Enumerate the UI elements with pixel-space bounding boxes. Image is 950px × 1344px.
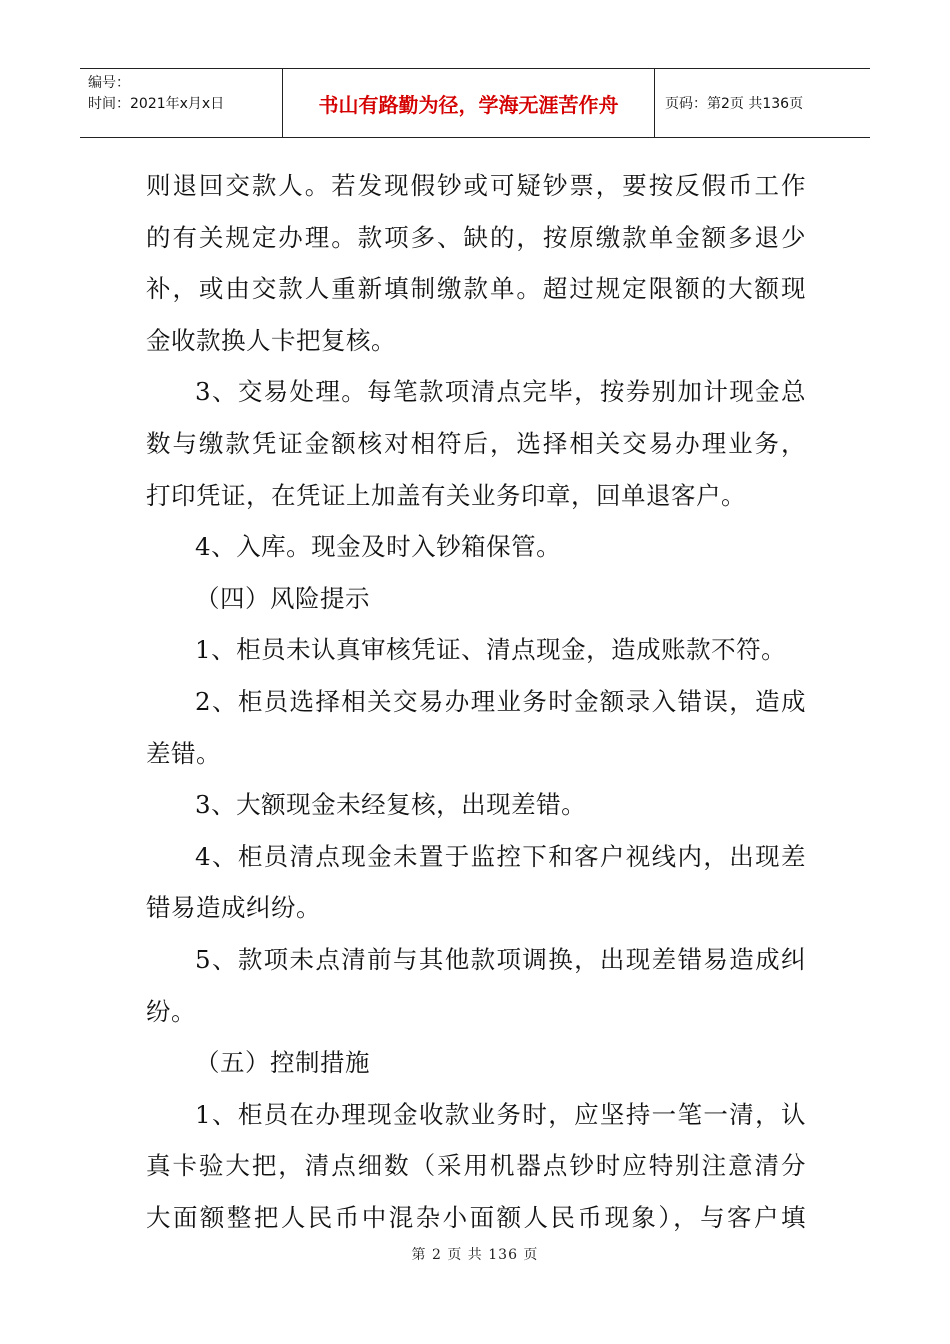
text-line: 补，或由交款人重新填制缴款单。超过规定限额的大额现 bbox=[146, 274, 806, 304]
text-line: 数与缴款凭证金额核对相符后，选择相关交易办理业务， bbox=[146, 428, 806, 458]
document-number-label: 编号： bbox=[88, 75, 130, 91]
text-line: 的有关规定办理。款项多、缺的，按原缴款单金额多退少 bbox=[146, 222, 806, 252]
text-line: 4、柜员清点现金未置于监控下和客户视线内，出现差 bbox=[195, 841, 806, 871]
header-motto: 书山有路勤为径，学海无涯苦作舟 bbox=[283, 69, 655, 137]
text-line: 纷。 bbox=[146, 996, 196, 1026]
text-line: 3、交易处理。每笔款项清点完毕，按券别加计现金总 bbox=[195, 377, 806, 407]
text-line: （四）风险提示 bbox=[195, 583, 370, 613]
text-line: 2、柜员选择相关交易办理业务时金额录入错误，造成 bbox=[195, 686, 806, 716]
text-line: 4、入库。现金及时入钞箱保管。 bbox=[195, 532, 562, 562]
text-line: 1、柜员未认真审核凭证、清点现金，造成账款不符。 bbox=[195, 635, 787, 665]
header-page-info: 页码：第2页 共136页 bbox=[665, 96, 804, 112]
text-line: 5、款项未点清前与其他款项调换，出现差错易造成纠 bbox=[195, 944, 806, 974]
text-line: 大面额整把人民币中混杂小面额人民币现象），与客户填 bbox=[146, 1202, 806, 1232]
text-line: 则退回交款人。若发现假钞或可疑钞票，要按反假币工作 bbox=[146, 171, 806, 200]
text-line: 打印凭证，在凭证上加盖有关业务印章，回单退客户。 bbox=[146, 480, 746, 510]
text-line: 错易造成纠纷。 bbox=[146, 893, 321, 923]
text-line: （五）控制措施 bbox=[195, 1048, 370, 1078]
page-header bbox=[80, 68, 870, 138]
text-line: 3、大额现金未经复核，出现差错。 bbox=[195, 790, 587, 820]
document-date: 时间：2021年x月x日 bbox=[88, 96, 225, 112]
text-line: 1、柜员在办理现金收款业务时，应坚持一笔一清，认 bbox=[195, 1099, 806, 1129]
text-line: 金收款换人卡把复核。 bbox=[146, 325, 396, 355]
text-line: 差错。 bbox=[146, 738, 221, 768]
text-line: 真卡验大把，清点细数（采用机器点钞时应特别注意清分 bbox=[146, 1151, 806, 1181]
document-body bbox=[146, 160, 806, 1243]
header-meta bbox=[80, 69, 283, 137]
page-footer: 第 2 页 共 136 页 bbox=[411, 1247, 539, 1263]
